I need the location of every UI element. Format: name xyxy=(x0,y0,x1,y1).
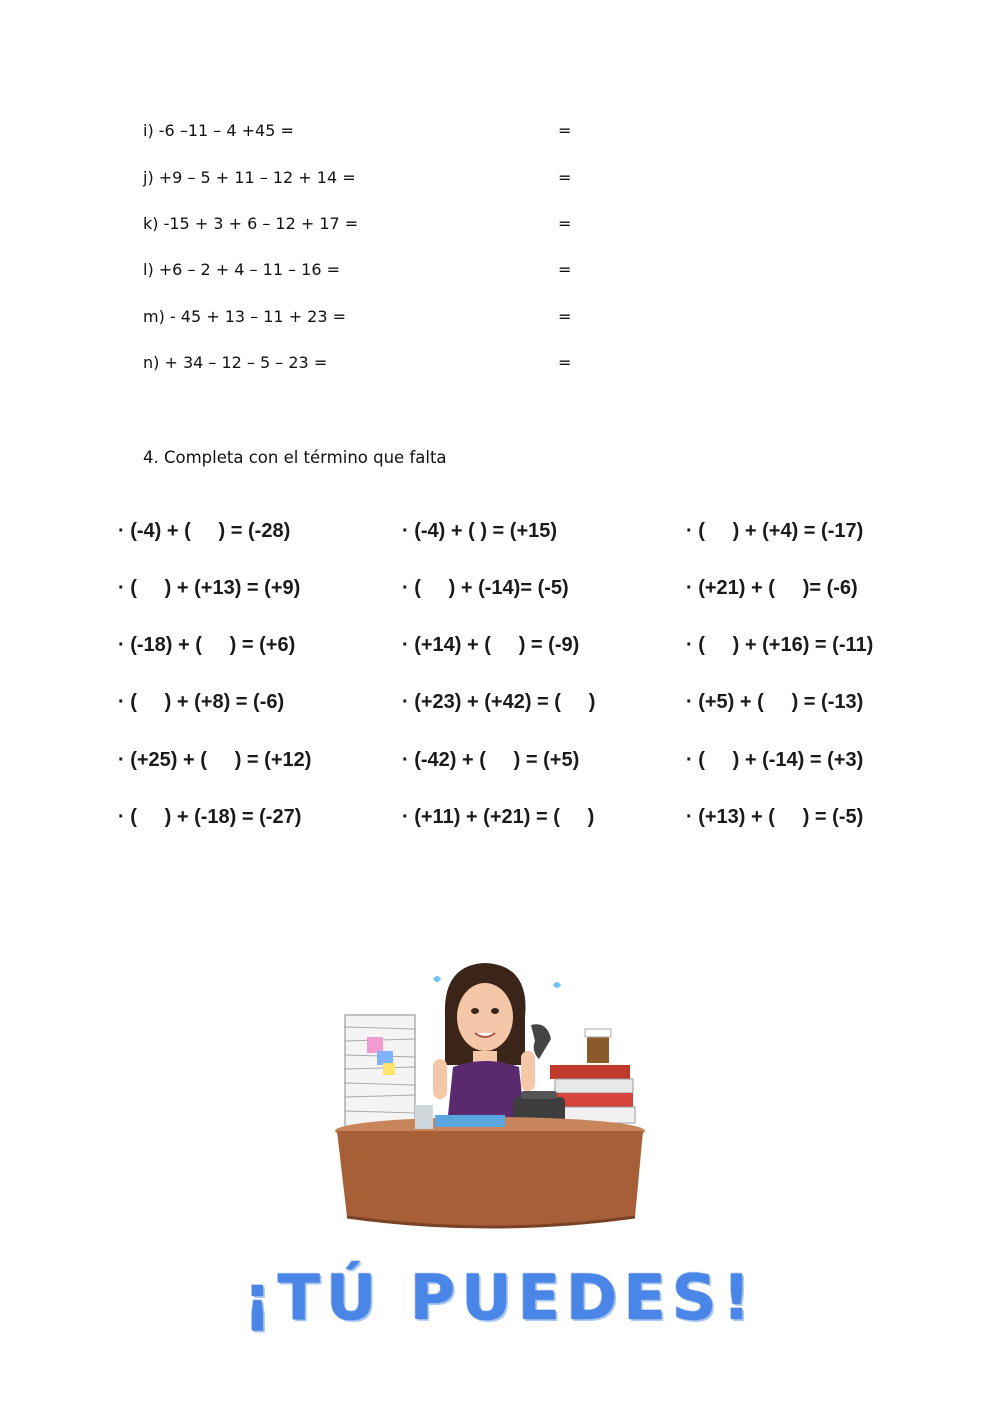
equation-cell: · ( ) + (+4) = (-17) xyxy=(686,520,864,542)
equation-cell: · (+14) + ( ) = (-9) xyxy=(402,634,580,656)
equation-cell: · (-4) + ( ) = (-28) xyxy=(118,520,291,542)
equation-cell: · (+13) + ( ) = (-5) xyxy=(686,806,864,828)
equation-cell: · ( ) + (-14) = (+3) xyxy=(686,749,864,771)
equation-row xyxy=(118,802,918,832)
exercise-row xyxy=(143,166,583,190)
equation-cell: · (+11) + (+21) = ( ) xyxy=(402,806,595,828)
equation-cell: · (-18) + ( ) = (+6) xyxy=(118,634,296,656)
sweat-drop-icon xyxy=(433,976,441,982)
paper-stack-icon xyxy=(345,1015,415,1133)
exercise-row xyxy=(143,305,583,329)
teacher-illustration xyxy=(325,955,655,1235)
motto-title: ¡TÚ PUEDES! xyxy=(243,1261,757,1334)
exercise-expression: k) -15 + 3 + 6 – 12 + 17 = xyxy=(143,214,359,233)
exercise-expression: n) + 34 – 12 – 5 – 23 = xyxy=(143,353,328,372)
equation-cell: · ( ) + (+16) = (-11) xyxy=(686,634,874,656)
answer-equals: = xyxy=(558,214,572,233)
answer-equals: = xyxy=(558,353,572,372)
exercise-row xyxy=(143,351,583,375)
equation-row xyxy=(118,745,918,775)
equation-cell: · (-42) + ( ) = (+5) xyxy=(402,749,580,771)
exercise-row xyxy=(143,212,583,236)
exercise-row xyxy=(143,258,583,282)
equation-cell: · ( ) + (+8) = (-6) xyxy=(118,691,285,713)
equation-cell: · (+23) + (+42) = ( ) xyxy=(402,691,596,713)
exercise-expression: l) +6 – 2 + 4 – 11 – 16 = xyxy=(143,260,341,279)
answer-equals: = xyxy=(558,307,572,326)
exercise-expression: m) - 45 + 13 – 11 + 23 = xyxy=(143,307,347,326)
sweat-drop-icon xyxy=(553,982,561,988)
equation-cell: · ( ) + (+13) = (+9) xyxy=(118,577,301,599)
equation-cell: · (+25) + ( ) = (+12) xyxy=(118,749,312,771)
equation-row xyxy=(118,516,918,546)
equation-row xyxy=(118,630,918,660)
exercise-row xyxy=(143,119,583,143)
equation-cell: · ( ) + (-14)= (-5) xyxy=(402,577,569,599)
exercise-expression: i) -6 –11 – 4 +45 = xyxy=(143,121,294,140)
equation-cell: · (+21) + ( )= (-6) xyxy=(686,577,858,599)
section-title: 4. Completa con el término que falta xyxy=(143,448,447,467)
exercise-expression: j) +9 – 5 + 11 – 12 + 14 = xyxy=(143,168,356,187)
equation-row xyxy=(118,573,918,603)
answer-equals: = xyxy=(558,168,572,187)
desk-icon xyxy=(335,1105,645,1227)
equation-cell: · (+5) + ( ) = (-13) xyxy=(686,691,864,713)
answer-equals: = xyxy=(558,121,572,140)
equation-cell: · (-4) + ( ) = (+15) xyxy=(402,520,558,542)
answer-equals: = xyxy=(558,260,572,279)
equation-cell: · ( ) + (-18) = (-27) xyxy=(118,806,302,828)
equation-row xyxy=(118,687,918,717)
